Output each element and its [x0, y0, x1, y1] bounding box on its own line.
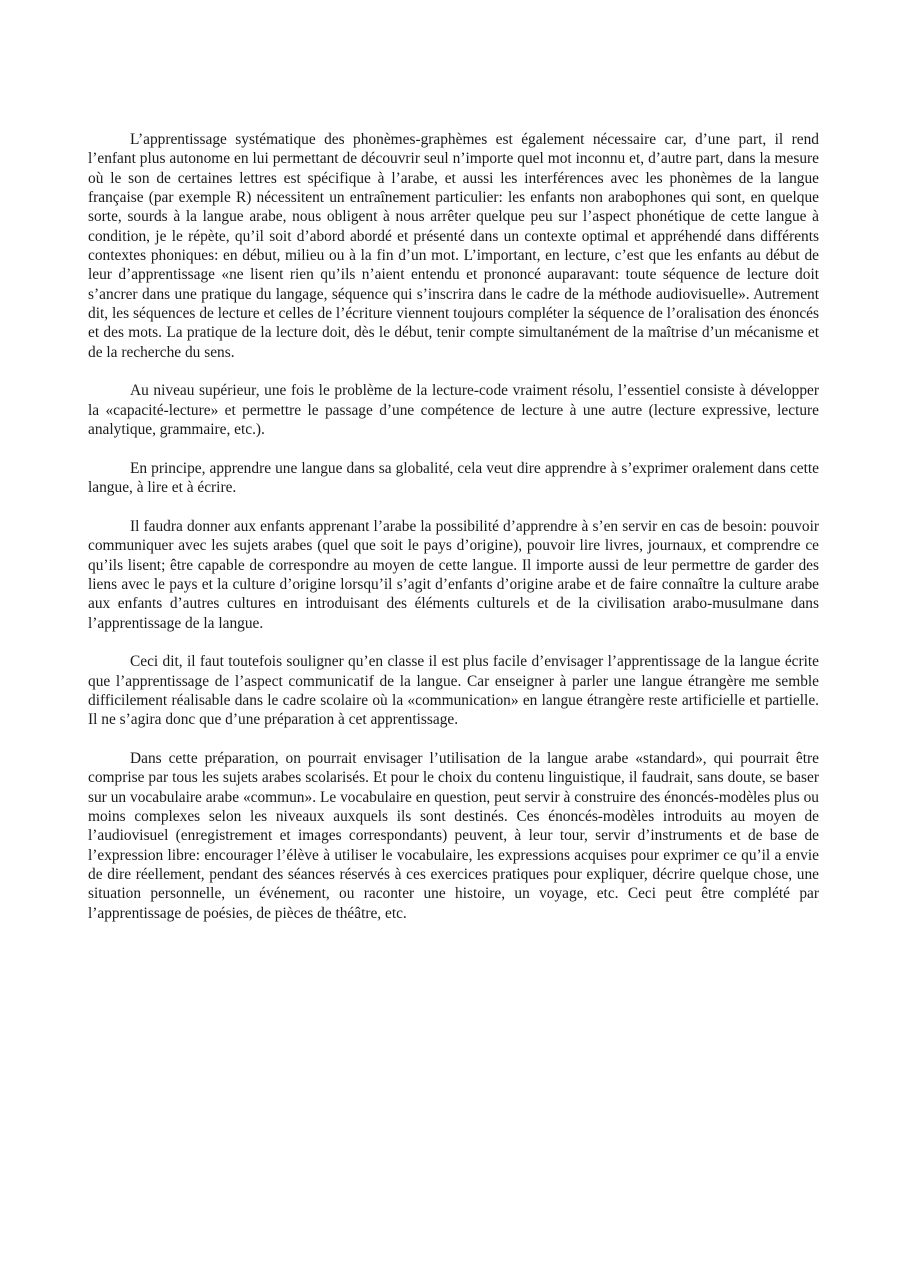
- paragraph-3: En principe, apprendre une langue dans sa globalité, cela veut dire apprendre à s’exprimer oralement dans cette langue, à lire et à écrire.: [88, 459, 819, 497]
- paragraph-4: Il faudra donner aux enfants apprenant l’arabe la possibilité d’apprendre à s’en servir en cas de besoin: pouvoir communiquer avec les sujets arabes (quel que soit le pays d’origine), pouvoir lire livres, journaux, et comprendre ce qu’ils lisent; être capable de correspondre au moyen de cette langue. Il importe aussi de leur permettre de garder des liens avec le pays et la culture d’origine lorsqu’il s’agit d’enfants d’origine arabe et de faire connaître la culture arabe aux enfants d’autres cultures en introduisant des éléments culturels et de la civilisation arabo-musulmane dans l’apprentissage de la langue.: [88, 517, 819, 632]
- paragraph-2: Au niveau supérieur, une fois le problème de la lecture-code vraiment résolu, l’essentiel consiste à développer la «capacité-lecture» et permettre le passage d’une compétence de lecture à une autre (lecture expressive, lecture analytique, grammaire, etc.).: [88, 382, 819, 439]
- body-text: [88, 130, 819, 942]
- paragraph-5: Ceci dit, il faut toutefois souligner qu’en classe il est plus facile d’envisager l’apprentissage de la langue écrite que l’apprentissage de l’aspect communicatif de la langue. Car enseigner à parler une langue étrangère me semble difficilement réalisable dans le cadre scolaire où la «communication» en langue étrangère reste artificielle et partielle. Il ne s’agira donc que d’une préparation à cet apprentissage.: [88, 653, 819, 729]
- paragraph-1: L’apprentissage systématique des phonèmes-graphèmes est également nécessaire car, d’une part, il rend l’enfant plus autonome en lui permettant de découvrir seul n’importe quel mot inconnu et, d’autre part, dans la mesure où le son de certaines lettres est spécifique à l’arabe, et aussi les interférences avec les phonèmes de la langue française (par exemple R) nécessitent un entraînement particulier: les enfants non arabophones qui sont, en quelque sorte, sourds à la langue arabe, nous obligent à nous arrêter quelque peu sur l’aspect phonétique de cette langue à condition, je le répète, qu’il soit d’abord abordé et présenté dans un contexte optimal et appréhendé dans différents contextes phoniques: en début, milieu ou à la fin d’un mot. L’important, en lecture, c’est que les enfants au début de leur d’apprentissage «ne lisent rien qu’ils n’aient entendu et prononcé auparavant: toute séquence de lecture doit s’ancrer dans une pratique du langage, séquence qui s’inscrira dans le cadre de la méthode audiovisuelle». Autrement dit, les séquences de lecture et celles de l’écriture viennent toujours compléter la séquence de l’oralisation des énoncés et des mots. La pratique de la lecture doit, dès le début, tenir compte simultanément de la maîtrise d’un mécanisme et de la recherche du sens.: [88, 131, 819, 361]
- paragraph-6: Dans cette préparation, on pourrait envisager l’utilisation de la langue arabe «standard», qui pourrait être comprise par tous les sujets arabes scolarisés. Et pour le choix du contenu linguistique, il faudrait, sans doute, se baser sur un vocabulaire arabe «commun». Le vocabulaire en question, peut servir à construire des énoncés-modèles plus ou moins complexes selon les niveaux auxquels ils sont destinés. Ces énoncés-modèles introduits au moyen de l’audiovisuel (enregistrement et images correspondants) peuvent, à leur tour, servir d’instruments et de base de l’expression libre: encourager l’élève à utiliser le vocabulaire, les expressions acquises pour exprimer ce qu’il a envie de dire réellement, pendant des séances réservés à ces exercices pratiques pour expliquer, décrire quelque chose, une situation personnelle, un événement, ou raconter une histoire, un voyage, etc. Ceci peut être complété par l’apprentissage de poésies, de pièces de théâtre, etc.: [88, 750, 819, 922]
